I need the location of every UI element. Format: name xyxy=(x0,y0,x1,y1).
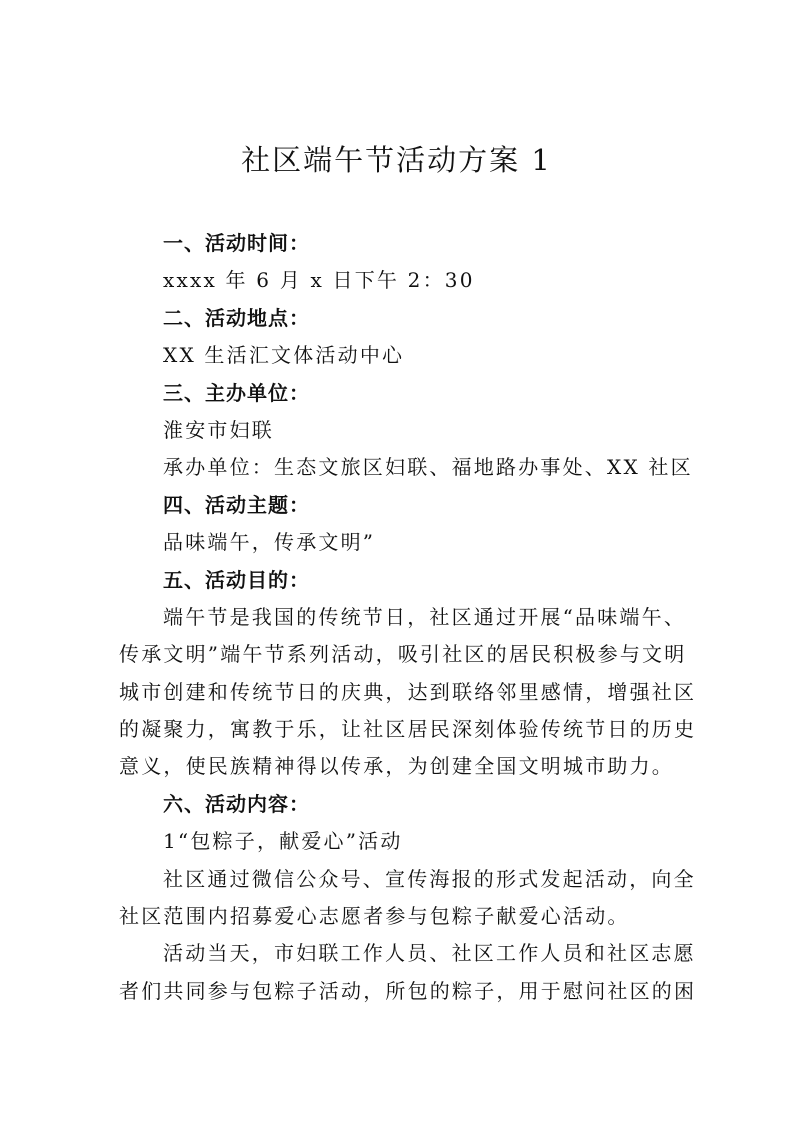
purpose-paragraph-line: 城市创建和传统节日的庆典，达到联络邻里感情，增强社区 xyxy=(119,679,697,704)
content-paragraph-line: 者们共同参与包粽子活动，所包的粽子，用于慰问社区的困 xyxy=(119,978,697,1003)
activity-theme: 品味端午，传承文明” xyxy=(163,530,376,555)
section-heading-organizer: 三、主办单位： xyxy=(163,380,310,405)
section-heading-purpose: 五、活动目的： xyxy=(163,567,310,592)
section-heading-theme: 四、活动主题： xyxy=(163,492,310,517)
purpose-paragraph-line: 端午节是我国的传统节日，社区通过开展“品味端午、 xyxy=(163,604,687,629)
purpose-paragraph-line: 意义，使民族精神得以传承，为创建全国文明城市助力。 xyxy=(119,754,674,779)
section-heading-time: 一、活动时间： xyxy=(163,231,310,255)
content-paragraph-line: 活动当天，市妇联工作人员、社区工作人员和社区志愿 xyxy=(163,941,696,966)
document-title: 社区端午节活动方案 1 xyxy=(241,143,552,177)
content-item-title: 1“包粽子，献爱心”活动 xyxy=(163,829,403,854)
content-paragraph-line: 社区通过微信公众号、宣传海报的形式发起活动，向全 xyxy=(163,866,696,891)
section-heading-location: 二、活动地点： xyxy=(163,305,310,330)
document-body xyxy=(119,225,697,1010)
activity-location: XX 生活汇文体活动中心 xyxy=(163,343,405,368)
section-heading-content: 六、活动内容： xyxy=(163,791,310,816)
co-organizer: 承办单位：生态文旅区妇联、福地路办事处、XX 社区 xyxy=(163,455,693,480)
organizer: 淮安市妇联 xyxy=(163,417,274,442)
purpose-paragraph-line: 的凝聚力，寓教于乐，让社区居民深刻体验传统节日的历史 xyxy=(119,717,697,742)
content-paragraph-line: 社区范围内招募爱心志愿者参与包粽子献爱心活动。 xyxy=(119,904,630,929)
purpose-paragraph-line: 传承文明”端午节系列活动，吸引社区的居民积极参与文明 xyxy=(119,642,687,667)
activity-time: xxxx 年 6 月 x 日下午 2：30 xyxy=(163,268,475,293)
